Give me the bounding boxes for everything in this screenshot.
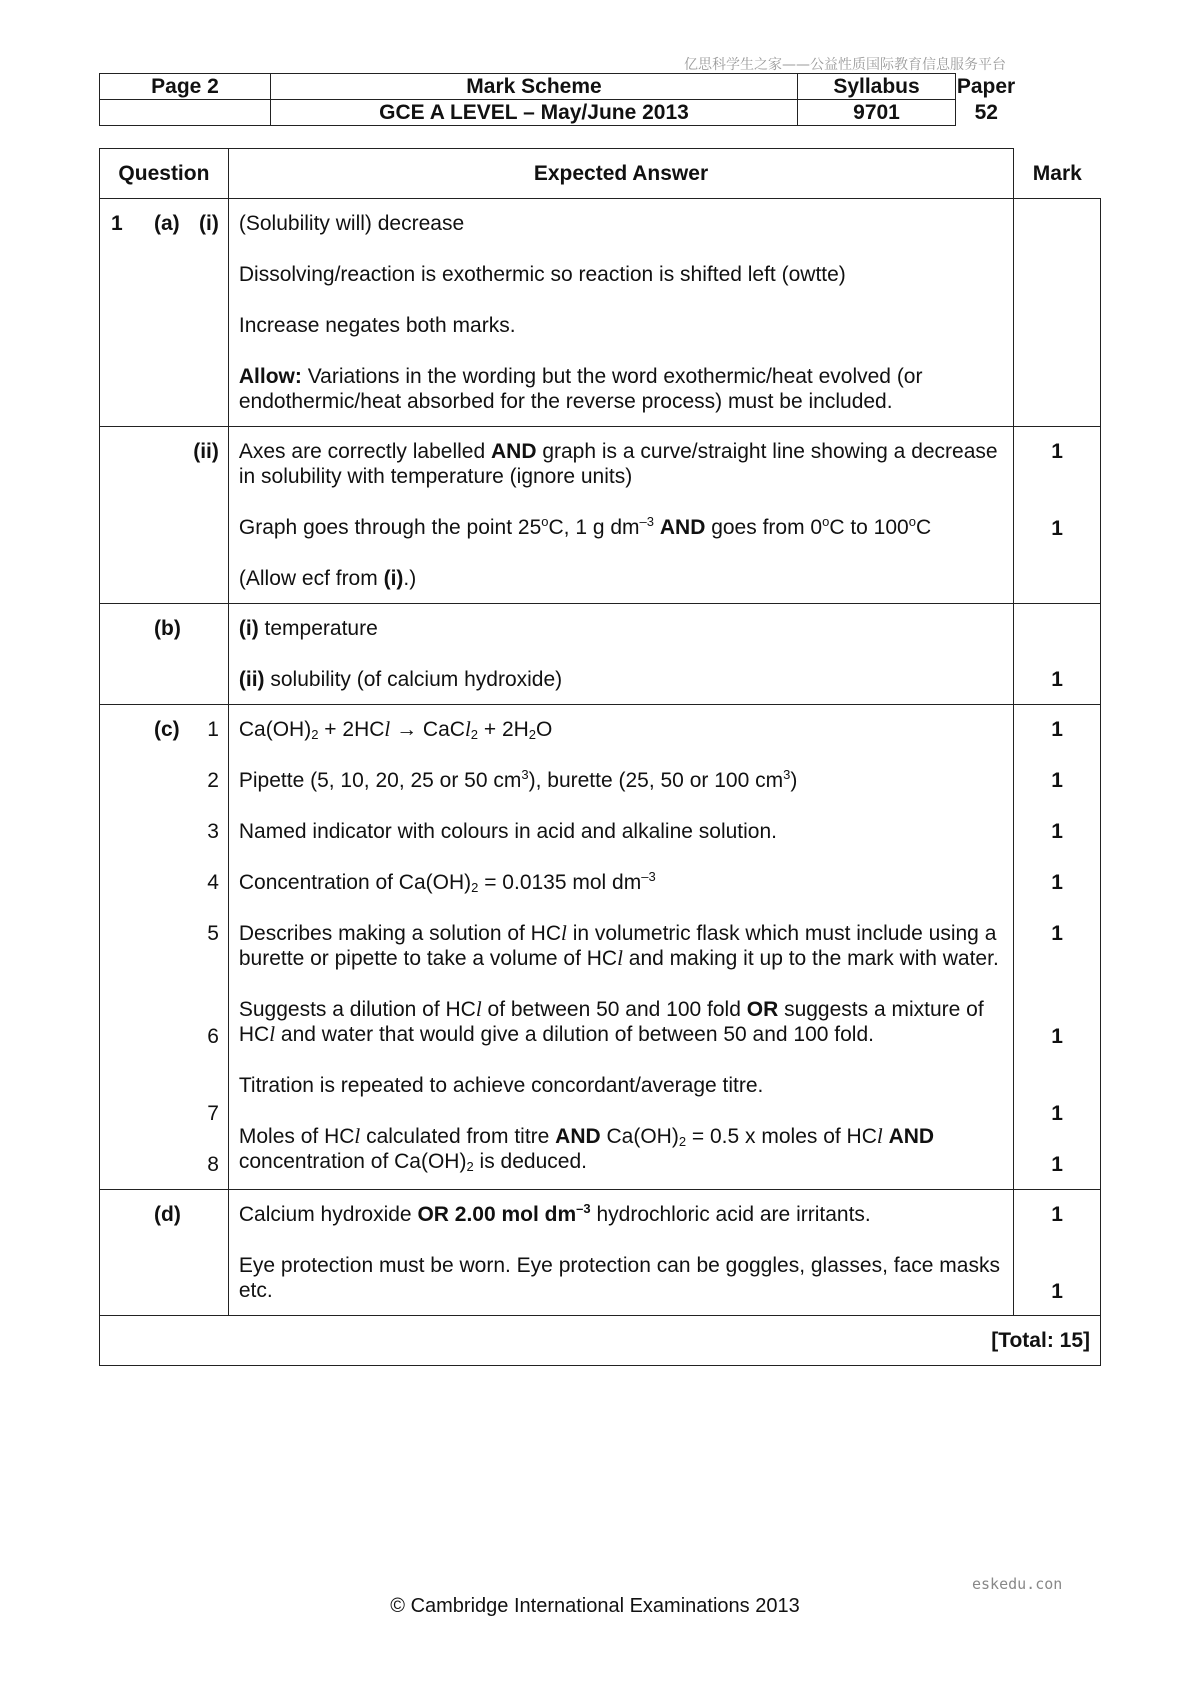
part-a-label: (a) [154,212,180,235]
question-number: 1 [111,212,123,235]
mark-value: 1 [1051,718,1063,741]
paper-label: Paper [956,75,1016,98]
question-header: Question [100,149,229,199]
header-table [99,73,1017,126]
answer-line: (i) temperature [238,617,378,640]
mark-value: 1 [1051,820,1063,843]
allow-note: Allow: Variations in the wording but the word exothermic/heat evolved (or endothermic/heat absorbed for the reverse process) must be included. [238,365,923,413]
answer-line: Moles of HCl calculated from titre AND $Ca(OH)_2 = 0.5$ x moles of HCl AND concentration of $Ca(OH)_2$ is deduced. [238,1124,935,1174]
answer-line: Graph goes through the point 25$^o$C, 1 g $dm^{-3}$ AND goes from 0$^o$C to 100$^o$C [238,514,932,539]
answer-line: Titration is repeated to achieve concordant/average titre. [238,1074,764,1097]
row-total [100,1316,1101,1366]
subpart-i-label: (i) [199,212,219,235]
answer-line: (ii) solubility (of calcium hydroxide) [238,668,563,691]
answer-line: Increase negates both marks. [238,314,516,337]
mark-value: 1 [1051,517,1063,540]
syllabus-code: 9701 [798,100,956,126]
mark-value: 1 [1051,922,1063,945]
watermark: 亿思科学生之家——公益性质国际教育信息服务平台 [684,57,1006,73]
answer-line: $Ca(OH)_2 + 2HCl$ → CaCl$_2$ + $2H_2O$ [238,717,553,742]
point-number: 7 [207,1102,219,1125]
part-c-label: (c) [154,718,180,741]
point-number: 8 [207,1153,219,1176]
answer-line: Named indicator with colours in acid and alkaline solution. [238,820,777,843]
answer-line: Eye protection must be worn. Eye protection can be goggles, glasses, face masks etc. [238,1254,1000,1302]
answer-header: Expected Answer [228,149,1013,199]
subpart-ii-label: (ii) [193,440,219,463]
row-1a-i [100,199,1101,427]
mark-value: 1 [1051,668,1063,691]
answer-line: Pipette (5, 10, 20, 25 or 50 $cm^3$), burette (25, 50 or 100 $cm^3$) [238,767,798,792]
mark-value: 1 [1051,871,1063,894]
syllabus-label: Syllabus [798,74,956,100]
mark-value: 1 [1051,1203,1063,1226]
mark-value: 1 [1051,1153,1063,1176]
point-number: 5 [207,922,219,945]
part-b-label: (b) [154,617,181,640]
mark-value: 1 [1051,1102,1063,1125]
document-title: Mark Scheme [271,74,798,100]
copyright-footer: © Cambridge International Examinations 2013 [390,1595,800,1617]
row-1c [100,705,1101,1190]
mark-header: Mark [1032,161,1082,185]
answer-line: Axes are correctly labelled AND graph is a curve/straight line showing a decrease in solubility with temperature (ignore units) [238,440,998,488]
mark-value: 1 [1051,1280,1063,1303]
answer-line: Suggests a dilution of HCl of between 50 and 100 fold OR suggests a mixture of HCl and water that would give a dilution of between 50 and 100 fold. [238,997,984,1046]
total-marks: [Total: 15] [100,1316,1101,1366]
point-number: 2 [207,769,219,792]
mark-value: 1 [1051,769,1063,792]
answer-line: Concentration of $Ca(OH)_2 = 0.0135$ mol $dm^{-3}$ [238,869,656,895]
point-number: 1 [207,718,219,741]
header-blank [100,100,271,126]
page-number: Page 2 [100,74,271,100]
mark-scheme-table [99,148,1101,1366]
mark-value: 1 [1051,440,1063,463]
point-number: 6 [207,1025,219,1048]
exam-session: GCE A LEVEL – May/June 2013 [271,100,798,126]
mark-value: 1 [1051,1025,1063,1048]
paper-number: 52 [974,101,998,124]
answer-line: Describes making a solution of HCl in volumetric flask which must include using a burette or pipette to take a volume of HCl and making it up to the mark with water. [238,921,999,970]
point-number: 4 [207,871,219,894]
answer-line: Calcium hydroxide OR 2.00 mol $dm^{-3}$ hydrochloric acid are irritants. [238,1201,871,1226]
site-watermark: eskedu.con [972,1575,1063,1593]
answer-line: (Allow ecf from (i).) [238,567,417,590]
part-d-label: (d) [154,1203,181,1226]
answer-line: Dissolving/reaction is exothermic so reaction is shifted left (owtte) [238,263,846,286]
row-1b [100,604,1101,705]
row-1a-ii [100,427,1101,604]
point-number: 3 [207,820,219,843]
row-1d [100,1190,1101,1316]
answer-line: (Solubility will) decrease [238,212,465,235]
